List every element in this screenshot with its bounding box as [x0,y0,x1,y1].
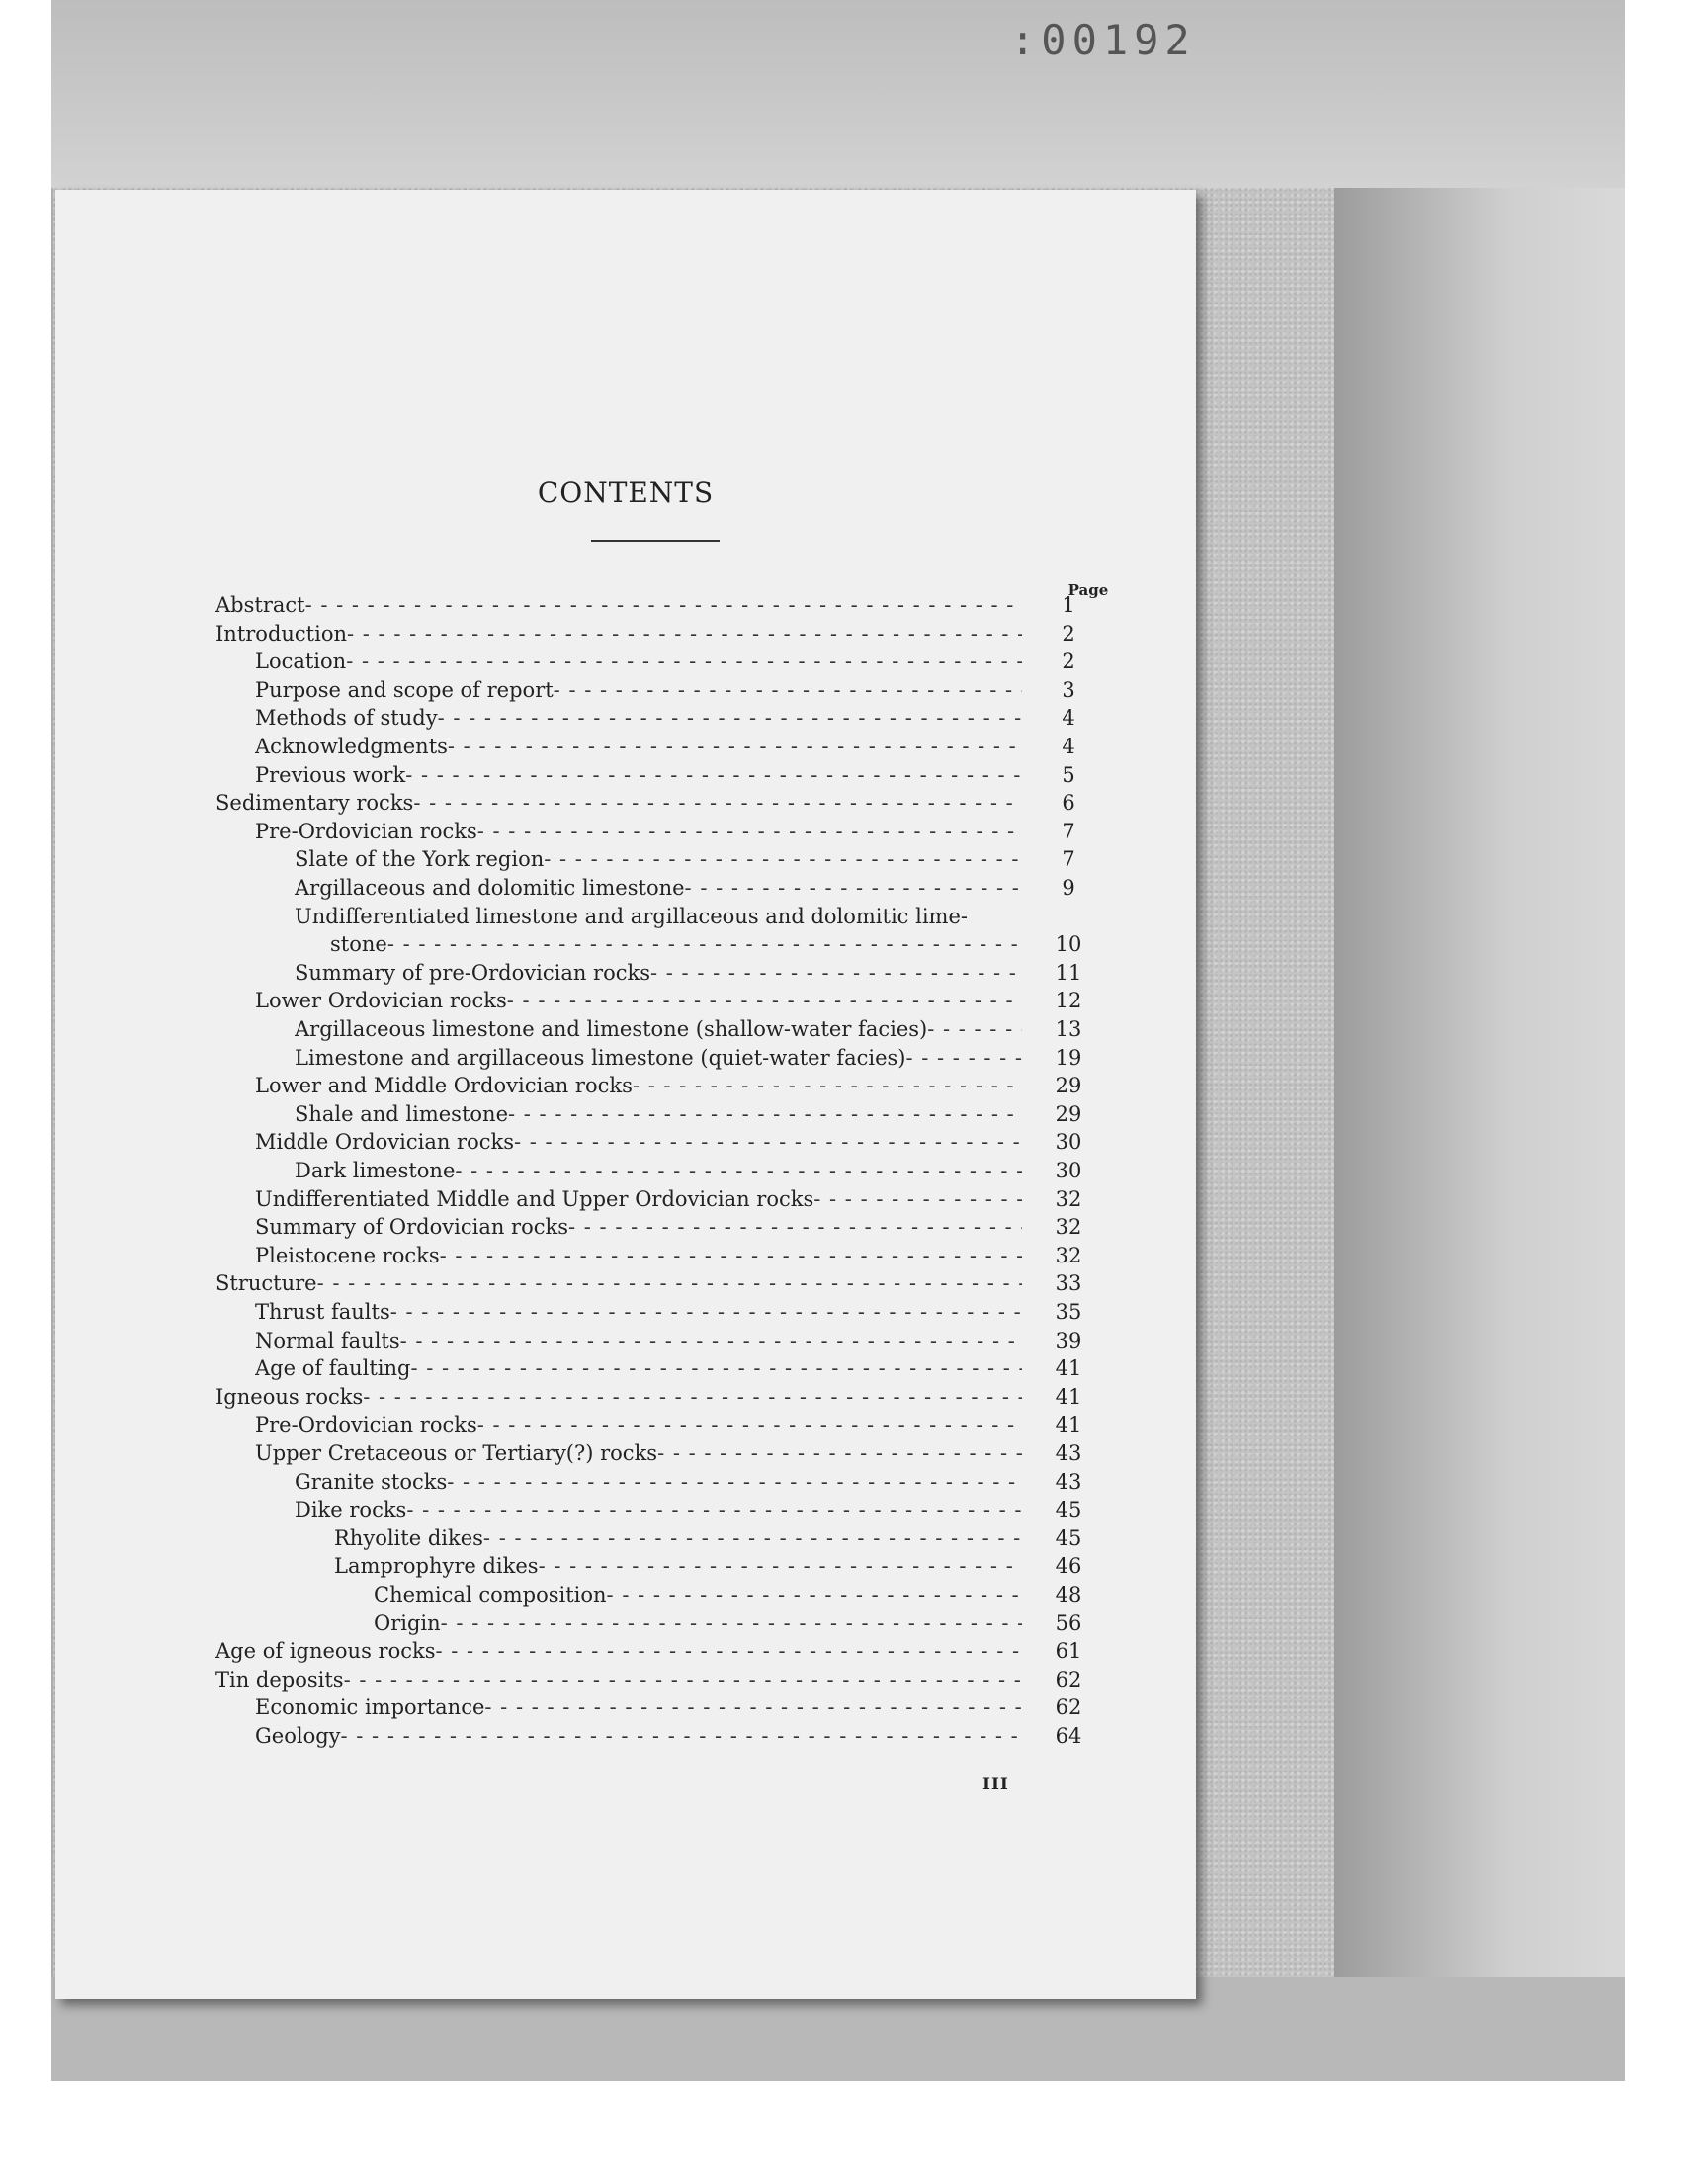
toc-row [55,735,1103,762]
toc-entry-label: Abstract [215,593,305,617]
toc-entry-label: Geology [255,1724,341,1748]
toc-leader-dots [657,1441,1022,1465]
toc-leader-dots [514,1130,1022,1154]
toc-page-number: 39 [1055,1328,1082,1352]
toc-leader-dots [390,1300,1022,1324]
toc-page-number: 32 [1055,1186,1082,1211]
toc-leader-dots [317,1271,1022,1295]
toc-entry [295,1046,1022,1070]
toc-row [55,706,1103,734]
toc-page-number: 45 [1055,1498,1082,1522]
toc-leader-dots [410,1356,1022,1380]
toc-leader-dots [438,706,1022,730]
toc-page-number: 29 [1055,1101,1082,1126]
toc-row [55,1724,1103,1752]
title-underline-rule [591,540,720,542]
toc-entry-label: Limestone and argillaceous limestone (quiet-water facies) [295,1045,906,1070]
toc-entry-label: Argillaceous limestone and limestone (shallow-water facies) [295,1017,928,1041]
toc-leader-dots [447,1470,1022,1494]
toc-page-number: 9 [1062,876,1075,900]
toc-entry [295,847,1022,871]
toc-leader-dots [905,1046,1022,1070]
toc-leader-dots [440,1244,1022,1267]
toc-page-number: 7 [1062,819,1075,843]
toc-entry [255,1074,1022,1097]
toc-entry-label: Summary of Ordovician rocks [255,1215,568,1240]
toc-row [55,1611,1103,1639]
toc-row [55,1329,1103,1356]
toc-entry [255,650,1022,673]
toc-entry-label: Middle Ordovician rocks [255,1130,514,1155]
toc-entry-label: Previous work [255,762,406,787]
toc-entry-label: Purpose and scope of report [255,677,554,702]
toc-entry [334,1554,1022,1578]
toc-row [55,1696,1103,1723]
toc-leader-dots [305,593,1022,617]
toc-leader-dots [633,1074,1022,1097]
page-folio-number: III [982,1775,1009,1794]
toc-entry [255,1130,1022,1154]
toc-leader-dots [441,1611,1022,1635]
toc-entry [215,1271,1022,1295]
toc-entry [255,1696,1022,1719]
toc-row [55,847,1103,875]
toc-entry [255,735,1022,758]
toc-entry [255,1329,1022,1352]
toc-page-number: 56 [1055,1610,1082,1635]
toc-entry [295,1017,1022,1041]
toc-page-number: 35 [1055,1300,1082,1324]
toc-page-number: 32 [1055,1243,1082,1267]
toc-entry [255,1441,1022,1465]
toc-entry [215,1639,1022,1663]
toc-entry-label: stone [330,932,387,957]
toc-row [55,820,1103,847]
toc-entry [374,1583,1022,1607]
toc-row [55,961,1103,989]
toc-row [55,1385,1103,1413]
toc-leader-dots [484,1696,1022,1719]
toc-page-number: 2 [1062,621,1075,646]
backing-right-band [1334,188,1625,1977]
toc-row [55,1159,1103,1186]
toc-entry-label: Acknowledgments [255,735,448,758]
toc-row [55,1187,1103,1215]
toc-leader-dots [568,1215,1022,1239]
toc-page-number: 3 [1062,677,1075,702]
toc-page-number: 64 [1055,1724,1082,1748]
toc-entry [255,1215,1022,1239]
toc-entry-label: Pre-Ordovician rocks [255,819,477,843]
toc-page-number: 62 [1055,1696,1082,1720]
toc-entry-label: Normal faults [255,1328,400,1352]
toc-row [55,1356,1103,1384]
toc-leader-dots [483,1526,1022,1550]
page-title: CONTENTS [537,477,715,509]
toc-leader-dots [477,820,1022,843]
toc-entry-label: Lower Ordovician rocks [255,989,507,1013]
toc-row [55,1244,1103,1271]
toc-leader-dots [507,989,1022,1012]
toc-page-number: 41 [1055,1384,1082,1409]
backing-top-band [51,0,1625,188]
toc-row [55,1668,1103,1696]
page-column-header: Page [1068,581,1109,599]
toc-page-number: 5 [1062,762,1075,787]
toc-leader-dots [455,1159,1022,1182]
toc-entry-label: Pleistocene rocks [255,1243,440,1267]
toc-page-number: 12 [1055,989,1082,1013]
toc-entry-label: Economic importance [255,1696,485,1720]
toc-page-number: 41 [1055,1356,1082,1381]
toc-entry-label: Dike rocks [295,1498,407,1522]
toc-entry-label: Igneous rocks [215,1384,364,1409]
toc-leader-dots [405,763,1022,787]
toc-row [55,989,1103,1016]
toc-leader-dots [607,1583,1022,1607]
toc-row [55,622,1103,650]
toc-entry-label: Undifferentiated Middle and Upper Ordovician rocks [255,1186,814,1211]
toc-entry-label: Lamprophyre dikes [334,1554,539,1579]
toc-leader-dots [539,1554,1022,1578]
toc-leader-dots [477,1413,1022,1436]
toc-row [55,1017,1103,1045]
toc-page-number: 11 [1055,960,1082,985]
toc-page-number: 48 [1055,1583,1082,1607]
toc-entry [255,1356,1022,1380]
toc-entry [255,706,1022,730]
toc-page-number: 2 [1062,650,1075,674]
toc-entry-label: Structure [215,1271,317,1296]
toc-leader-dots [650,961,1022,985]
toc-entry [255,989,1022,1012]
toc-row [55,1639,1103,1667]
toc-entry-label: Origin [374,1610,441,1635]
toc-row [55,1441,1103,1469]
toc-page-number: 62 [1055,1667,1082,1692]
toc-row [55,1046,1103,1074]
toc-entry-label: Chemical composition [374,1583,607,1607]
toc-entry [295,1102,1022,1126]
toc-page-number: 43 [1055,1441,1082,1465]
toc-row [55,1074,1103,1101]
toc-entry-label: Pre-Ordovician rocks [255,1413,477,1437]
toc-row [55,876,1103,904]
toc-entry [215,593,1022,617]
toc-entry [334,1526,1022,1550]
toc-entry-label: Shale and limestone [295,1101,508,1126]
toc-row [55,932,1103,960]
toc-entry-label: Granite stocks [295,1469,448,1494]
toc-row [55,1526,1103,1554]
toc-leader-dots [413,791,1022,815]
toc-page-number: 4 [1062,706,1075,731]
toc-entry [295,1159,1022,1182]
toc-entry [255,1724,1022,1748]
toc-entry [255,763,1022,787]
toc-leader-dots [347,622,1022,646]
toc-entry-label: Thrust faults [255,1300,390,1324]
toc-entry-label: Age of igneous rocks [215,1639,436,1664]
handwritten-stamp-number: :00192 [1010,16,1196,64]
toc-entry-label: Dark limestone [295,1159,456,1182]
toc-leader-dots [508,1102,1022,1126]
toc-row [55,1102,1103,1130]
toc-leader-dots [435,1639,1022,1663]
toc-leader-dots [346,650,1022,673]
toc-leader-dots [927,1017,1022,1041]
toc-entry [295,1498,1022,1522]
toc-entry-label: Lower and Middle Ordovician rocks [255,1074,633,1098]
toc-entry [255,678,1022,702]
toc-entry-label: Summary of pre-Ordovician rocks [295,960,650,985]
toc-leader-dots [406,1498,1022,1522]
toc-entry-label: Location [255,650,347,674]
toc-entry-label: Rhyolite dikes [334,1525,483,1550]
toc-row [55,1554,1103,1582]
toc-row [55,1470,1103,1498]
toc-entry [215,1668,1022,1692]
toc-entry [255,1413,1022,1436]
toc-entry-label: Tin deposits [215,1667,344,1692]
toc-page-number: 41 [1055,1413,1082,1437]
toc-row [55,678,1103,706]
toc-page-number: 6 [1062,791,1075,816]
toc-entry [255,1300,1022,1324]
toc-entry-label: Age of faulting [255,1356,411,1381]
toc-page-number: 10 [1055,932,1082,957]
toc-page-number: 33 [1055,1271,1082,1296]
toc-page-number: 32 [1055,1215,1082,1240]
toc-entry-label: Methods of study [255,706,438,731]
toc-page-number: 1 [1062,593,1075,617]
toc-entry [255,1244,1022,1267]
toc-entry [295,1470,1022,1494]
toc-entry-label: Upper Cretaceous or Tertiary(?) rocks [255,1441,658,1465]
toc-row [55,1583,1103,1610]
toc-entry [295,876,1022,900]
toc-page-number: 61 [1055,1639,1082,1664]
toc-leader-dots [387,932,1022,956]
toc-leader-dots [341,1724,1022,1748]
toc-leader-dots [685,876,1022,900]
toc-entry [255,820,1022,843]
toc-leader-dots [448,735,1022,758]
toc-leader-dots [813,1187,1022,1211]
toc-leader-dots [400,1329,1022,1352]
toc-row [55,1413,1103,1440]
toc-page-number: 7 [1062,847,1075,872]
toc-entry [215,1385,1022,1409]
toc-entry-label: Introduction [215,621,347,646]
toc-leader-dots [363,1385,1022,1409]
toc-page-number: 13 [1055,1017,1082,1041]
toc-row [55,1498,1103,1525]
toc-entry [295,961,1022,985]
toc-page-number: 45 [1055,1525,1082,1550]
toc-page-number: 4 [1062,735,1075,758]
toc-row [55,791,1103,819]
toc-page-number: 46 [1055,1554,1082,1579]
toc-row [55,1300,1103,1328]
toc-entry [215,622,1022,646]
toc-page-number: 29 [1055,1074,1082,1098]
toc-page-number: 43 [1055,1469,1082,1494]
toc-entry [330,932,1022,956]
toc-entry [374,1611,1022,1635]
toc-entry-label: Slate of the York region [295,847,545,872]
toc-page-number: 30 [1055,1159,1082,1182]
toc-entry-first-line: Undifferentiated limestone and argillaceous and dolomitic lime- [295,904,968,928]
toc-row [55,1215,1103,1243]
toc-leader-dots [344,1668,1022,1692]
toc-entry-label: Sedimentary rocks [215,791,414,816]
toc-entry-label: Argillaceous and dolomitic limestone [295,876,685,900]
toc-row [55,1271,1103,1299]
toc-entry [255,1187,1022,1211]
toc-leader-dots [554,678,1022,702]
toc-row [55,1130,1103,1158]
toc-page-number: 30 [1055,1130,1082,1155]
toc-row [55,763,1103,791]
toc-page-number: 19 [1055,1045,1082,1070]
contents-page [55,190,1196,1999]
toc-leader-dots [544,847,1022,871]
toc-entry [215,791,1022,815]
toc-row [55,650,1103,677]
toc-row [55,593,1103,621]
